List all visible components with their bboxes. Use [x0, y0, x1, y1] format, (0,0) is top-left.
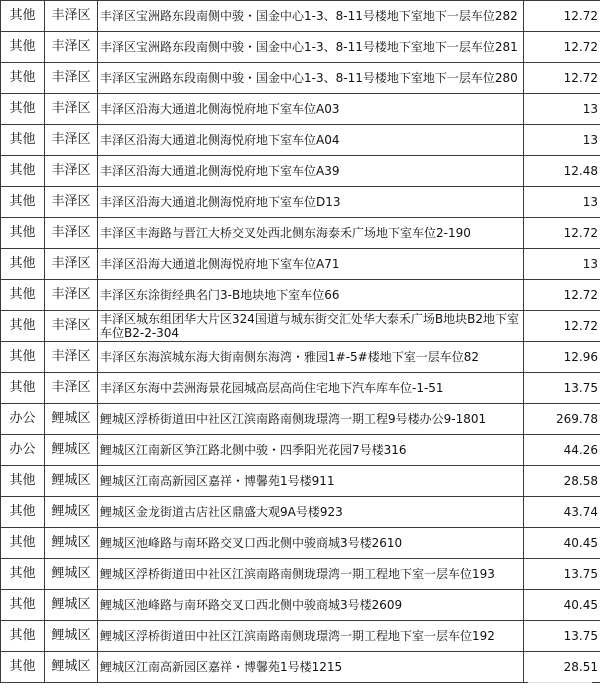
cell-district: [45, 621, 98, 652]
table-row: [1, 652, 600, 683]
cell-type: [1, 435, 45, 466]
cell-address: [98, 435, 524, 466]
table-row: [1, 621, 600, 652]
cell-area-text: 43.74: [563, 505, 598, 519]
cell-area-text: 12.72: [563, 319, 598, 333]
cell-district: [45, 590, 98, 621]
cell-area-text: 44.26: [563, 443, 598, 457]
cell-address-text: 鲤城区浮桥街道田中社区江滨南路南侧珑璟湾一期工程地下室一层车位192: [100, 629, 495, 643]
cell-area: [524, 559, 600, 590]
cell-address: [98, 32, 524, 63]
cell-type: [1, 1, 45, 32]
cell-district: [45, 156, 98, 187]
table-row: [1, 156, 600, 187]
cell-type: [1, 249, 45, 280]
table-row: [1, 590, 600, 621]
cell-district: [45, 559, 98, 590]
table-row: [1, 187, 600, 218]
cell-type-text: 其他: [9, 504, 36, 519]
cell-type-text: 其他: [9, 101, 36, 116]
cell-area-text: 12.72: [563, 40, 598, 54]
cell-type-text: 其他: [9, 8, 36, 23]
cell-type-text: 其他: [9, 318, 36, 333]
cell-type: [1, 528, 45, 559]
cell-district: [45, 125, 98, 156]
cell-area: [524, 466, 600, 497]
cell-area-text: 12.96: [563, 350, 598, 364]
cell-address: [98, 342, 524, 373]
cell-area-text: 12.72: [563, 226, 598, 240]
cell-type: [1, 590, 45, 621]
table-row: [1, 435, 600, 466]
cell-type: [1, 652, 45, 683]
cell-district: [45, 1, 98, 32]
cell-district-text: 鲤城区: [51, 597, 91, 612]
cell-district-text: 丰泽区: [51, 225, 91, 240]
cell-address: [98, 590, 524, 621]
cell-district-text: 鲤城区: [51, 535, 91, 550]
cell-type-text: 其他: [9, 163, 36, 178]
table-row: [1, 32, 600, 63]
cell-address-text: 丰泽区沿海大通道北侧海悦府地下室车位D13: [100, 195, 341, 209]
table-row: [1, 342, 600, 373]
table-row: [1, 63, 600, 94]
cell-type: [1, 559, 45, 590]
cell-district-text: 鲤城区: [51, 473, 91, 488]
cell-area: [524, 590, 600, 621]
cell-address-text: 鲤城区池峰路与南环路交叉口西北侧中骏商城3号楼2609: [100, 598, 403, 612]
cell-address: [98, 497, 524, 528]
cell-type-text: 其他: [9, 70, 36, 85]
cell-address-text: 丰泽区沿海大通道北侧海悦府地下室车位A39: [100, 164, 340, 178]
table-row: [1, 373, 600, 404]
cell-area-text: 13: [582, 133, 598, 147]
cell-district-text: 丰泽区: [51, 132, 91, 147]
watermark: [528, 676, 592, 686]
cell-area: [524, 621, 600, 652]
table-row: [1, 94, 600, 125]
cell-area: [524, 94, 600, 125]
cell-address-text: 鲤城区江南新区笋江路北侧中骏・四季阳光花园7号楼316: [100, 443, 407, 457]
cell-address: [98, 94, 524, 125]
cell-type: [1, 187, 45, 218]
cell-district-text: 丰泽区: [51, 318, 91, 333]
cell-type: [1, 373, 45, 404]
cell-area: [524, 32, 600, 63]
cell-district: [45, 187, 98, 218]
cell-type-text: 其他: [9, 287, 36, 302]
cell-district-text: 丰泽区: [51, 39, 91, 54]
cell-address-text: 鲤城区浮桥街道田中社区江滨南路南侧珑璟湾一期工程地下室一层车位193: [100, 567, 495, 581]
cell-area: [524, 187, 600, 218]
cell-district-text: 丰泽区: [51, 380, 91, 395]
cell-address-text: 鲤城区浮桥街道田中社区江滨南路南侧珑璟湾一期工程9号楼办公9-1801: [100, 412, 487, 426]
cell-address: [98, 559, 524, 590]
cell-type: [1, 621, 45, 652]
cell-district-text: 丰泽区: [51, 163, 91, 178]
cell-district: [45, 311, 98, 342]
cell-type-text: 办公: [9, 442, 36, 457]
cell-address: [98, 373, 524, 404]
table-row: [1, 1, 600, 32]
cell-address: [98, 187, 524, 218]
cell-address: [98, 156, 524, 187]
cell-area: [524, 249, 600, 280]
cell-address-text: 丰泽区丰海路与晋江大桥交叉处西北侧东海泰禾广场地下室车位2-190: [100, 226, 471, 240]
cell-area: [524, 156, 600, 187]
cell-type: [1, 280, 45, 311]
cell-district: [45, 528, 98, 559]
cell-type-text: 其他: [9, 225, 36, 240]
cell-address: [98, 1, 524, 32]
cell-address-text: 丰泽区宝洲路东段南侧中骏・国金中心1-3、8-11号楼地下室地下一层车位282: [100, 9, 518, 23]
cell-area-text: 13: [582, 195, 598, 209]
cell-type-text: 办公: [9, 411, 36, 426]
cell-area-text: 28.58: [563, 474, 598, 488]
cell-district-text: 丰泽区: [51, 8, 91, 23]
cell-area: [524, 497, 600, 528]
cell-type-text: 其他: [9, 628, 36, 643]
cell-type: [1, 466, 45, 497]
cell-address-text: 鲤城区池峰路与南环路交叉口西北侧中骏商城3号楼2610: [100, 536, 403, 550]
cell-type: [1, 94, 45, 125]
cell-address: [98, 249, 524, 280]
table-row: [1, 497, 600, 528]
cell-address: [98, 280, 524, 311]
cell-district-text: 鲤城区: [51, 628, 91, 643]
cell-district-text: 鲤城区: [51, 504, 91, 519]
cell-area: [524, 125, 600, 156]
cell-district-text: 鲤城区: [51, 442, 91, 457]
cell-type-text: 其他: [9, 535, 36, 550]
cell-type-text: 其他: [9, 659, 36, 674]
cell-district: [45, 63, 98, 94]
cell-area: [524, 1, 600, 32]
cell-district: [45, 342, 98, 373]
cell-type: [1, 311, 45, 342]
cell-type-text: 其他: [9, 132, 36, 147]
cell-district-text: 鲤城区: [51, 411, 91, 426]
cell-type-text: 其他: [9, 194, 36, 209]
cell-district: [45, 32, 98, 63]
cell-type-text: 其他: [9, 473, 36, 488]
cell-type-text: 其他: [9, 566, 36, 581]
cell-address-text: 鲤城区江南高新园区嘉祥・博馨苑1号楼911: [100, 474, 335, 488]
cell-area-text: 28.51: [563, 660, 598, 674]
cell-area: [524, 528, 600, 559]
cell-area-text: 13.75: [563, 381, 598, 395]
cell-address: [98, 652, 524, 683]
cell-district: [45, 280, 98, 311]
cell-type-text: 其他: [9, 380, 36, 395]
cell-type: [1, 156, 45, 187]
cell-type-text: 其他: [9, 349, 36, 364]
cell-address-text: 丰泽区东海滨城东海大街南侧东海湾・雅园1#-5#楼地下室一层车位82: [100, 350, 479, 364]
cell-district: [45, 249, 98, 280]
table-row: [1, 404, 600, 435]
cell-district-text: 鲤城区: [51, 659, 91, 674]
cell-address: [98, 621, 524, 652]
cell-address: [98, 125, 524, 156]
cell-address-text: 丰泽区东涂街经典名门3-B地块地下室车位66: [100, 288, 340, 302]
cell-district: [45, 466, 98, 497]
cell-address-text: 丰泽区沿海大通道北侧海悦府地下室车位A03: [100, 102, 340, 116]
cell-address-text: 丰泽区宝洲路东段南侧中骏・国金中心1-3、8-11号楼地下室地下一层车位280: [100, 71, 518, 85]
cell-area: [524, 373, 600, 404]
cell-area-text: 269.78: [556, 412, 598, 426]
cell-address: [98, 63, 524, 94]
cell-area: [524, 63, 600, 94]
listing-body: [1, 1, 600, 683]
cell-district-text: 丰泽区: [51, 287, 91, 302]
cell-type: [1, 404, 45, 435]
cell-type: [1, 32, 45, 63]
cell-address-text: 丰泽区城东组团华大片区324国道与城东街交汇处华大泰禾广场B地块B2地下室车位B2-2-304: [100, 312, 520, 340]
cell-address-text: 丰泽区沿海大通道北侧海悦府地下室车位A71: [100, 257, 340, 271]
cell-type: [1, 218, 45, 249]
cell-district-text: 丰泽区: [51, 101, 91, 116]
cell-district-text: 丰泽区: [51, 349, 91, 364]
cell-type-text: 其他: [9, 39, 36, 54]
table-row: [1, 559, 600, 590]
cell-district: [45, 94, 98, 125]
cell-area-text: 12.48: [563, 164, 598, 178]
cell-area: [524, 435, 600, 466]
cell-district-text: 丰泽区: [51, 70, 91, 85]
cell-type-text: 其他: [9, 256, 36, 271]
cell-address-text: 鲤城区金龙街道古店社区鼎盛大观9A号楼923: [100, 505, 343, 519]
table-row: [1, 125, 600, 156]
cell-district: [45, 497, 98, 528]
cell-district: [45, 435, 98, 466]
cell-area-text: 12.72: [563, 9, 598, 23]
cell-type: [1, 63, 45, 94]
cell-address: [98, 311, 524, 342]
cell-district-text: 丰泽区: [51, 194, 91, 209]
cell-area-text: 12.72: [563, 288, 598, 302]
cell-address: [98, 404, 524, 435]
cell-area-text: 40.45: [563, 536, 598, 550]
cell-area-text: 12.72: [563, 71, 598, 85]
table-row: [1, 311, 600, 342]
cell-area: [524, 404, 600, 435]
cell-area: [524, 311, 600, 342]
cell-area: [524, 280, 600, 311]
cell-district: [45, 404, 98, 435]
table-row: [1, 218, 600, 249]
table-row: [1, 280, 600, 311]
cell-address: [98, 466, 524, 497]
cell-address: [98, 528, 524, 559]
cell-type: [1, 125, 45, 156]
table-row: [1, 528, 600, 559]
cell-type: [1, 497, 45, 528]
cell-district: [45, 218, 98, 249]
cell-address-text: 鲤城区江南高新园区嘉祥・博馨苑1号楼1215: [100, 660, 343, 674]
table-row: [1, 249, 600, 280]
cell-area: [524, 342, 600, 373]
cell-type-text: 其他: [9, 597, 36, 612]
cell-area-text: 13.75: [563, 567, 598, 581]
cell-area-text: 40.45: [563, 598, 598, 612]
table-row: [1, 466, 600, 497]
cell-type: [1, 342, 45, 373]
cell-address: [98, 218, 524, 249]
cell-address-text: 丰泽区宝洲路东段南侧中骏・国金中心1-3、8-11号楼地下室地下一层车位281: [100, 40, 518, 54]
cell-district-text: 鲤城区: [51, 566, 91, 581]
cell-area-text: 13.75: [563, 629, 598, 643]
cell-district-text: 丰泽区: [51, 256, 91, 271]
cell-district: [45, 652, 98, 683]
cell-area-text: 13: [582, 257, 598, 271]
cell-area: [524, 218, 600, 249]
cell-area-text: 13: [582, 102, 598, 116]
cell-address-text: 丰泽区沿海大通道北侧海悦府地下室车位A04: [100, 133, 340, 147]
cell-address-text: 丰泽区东海中芸洲海景花园城高层高尚住宅地下汽车库车位-1-51: [100, 381, 444, 395]
cell-district: [45, 373, 98, 404]
